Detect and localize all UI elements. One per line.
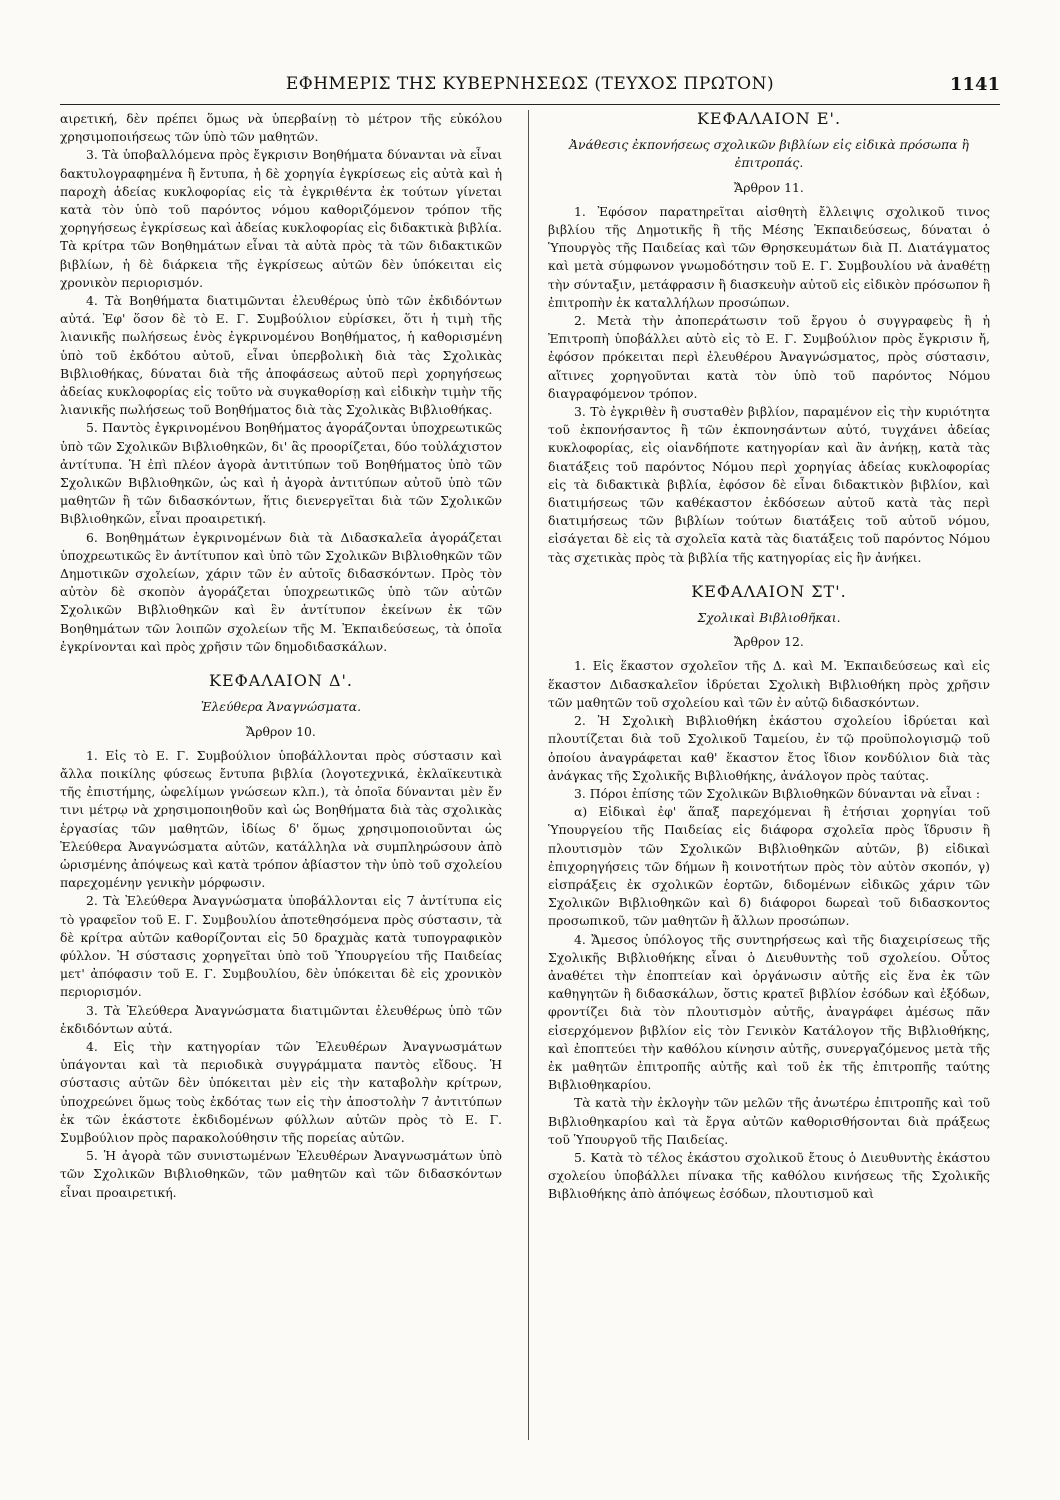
- article-12-paragraph-2: 2. Ἡ Σχολικὴ Βιβλιοθήκη ἑκάστου σχολείου ἱδρύεται καὶ πλουτίζεται διὰ τοῦ Σχολικοῦ Ταμείου, ἐν τῷ προϋπολογισμῷ τοῦ ὁποίου ἀναγράφεται καθ' ἕκαστον ἔτος ἴδιον κονδύλιον διὰ τὰς ἀνάγκας τῆς Σχολικῆς Βιβλιοθήκης, ἀνάλογον πρὸς ταύτας.: [548, 713, 990, 783]
- chapter-subtitle-st: Σχολικαὶ Βιβλιοθῆκαι.: [697, 610, 841, 626]
- article-10-paragraph-3: 3. Τὰ Ἐλεύθερα Ἀναγνώσματα διατιμῶνται ἐλευθέρως ὑπὸ τῶν ἐκδιδόντων αὐτά.: [60, 1002, 502, 1036]
- left-column: [60, 110, 502, 1202]
- chapter-heading-st: ΚΕΦΑΛΑΙΟΝ ΣΤ'.: [691, 581, 847, 601]
- gazette-title: ΕΦΗΜΕΡΙΣ ΤΗΣ ΚΥΒΕΡΝΗΣΕΩΣ (ΤΕΥΧΟΣ ΠΡΩΤΟΝ): [285, 74, 775, 94]
- article-12-paragraph-3-list: α) Εἰδικαὶ ἐφ' ἅπαξ παρεχόμεναι ἢ ἐτήσιαι χορηγίαι τοῦ Ὑπουργείου τῆς Παιδείας εἰς διάφορα σχολεῖα πρὸς ἵδρυσιν ἢ πλουτισμὸν τῶν Σχολικῶν Βιβλιοθηκῶν αὐτῶν, β) εἰδικαὶ ἐπιχορηγήσεις τῶν δήμων ἢ κοινοτήτων πρὸς τὸν αὐτὸν σκοπόν, γ) εἰσπράξεις ἐκ σχολικῶν ἑορτῶν, διδομένων εἰδικῶς χάριν τῶν Σχολικῶν Βιβλιοθηκῶν καὶ δ) διάφοροι δωρεαὶ τοῦ διδασκοντος προσωπικοῦ, τῶν μαθητῶν ἢ ἄλλων προσώπων.: [548, 804, 990, 929]
- article-12-paragraph-3: 3. Πόροι ἐπίσης τῶν Σχολικῶν Βιβλιοθηκῶν δύνανται νὰ εἶναι :: [574, 785, 981, 801]
- article-12-paragraph-4: 4. Ἄμεσος ὑπόλογος τῆς συντηρήσεως καὶ τῆς διαχειρίσεως τῆς Σχολικῆς Βιβλιοθήκης εἶναι ὁ Διευθυντὴς τοῦ σχολείου. Οὗτος ἀναθέτει τὴν ἐποπτείαν καὶ ὀργάνωσιν αὐτῆς εἰς ἕνα ἐκ τῶν καθηγητῶν ἢ διδασκάλων, ὅστις κρατεῖ βιβλίον ἐσόδων καὶ ἐξόδων, φροντίζει διὰ τὸν πλουτισμὸν αὐτῆς, ἀναγράφει ἀμέσως πᾶν εἰσερχόμενον βιβλίον εἰς τὸν Γενικὸν Κατάλογον τῆς Βιβλιοθήκης, καὶ ἐποπτεύει τὴν καθόλου κίνησιν αὐτῆς, συνεργαζόμενος μετὰ τῆς ἐκ μαθητῶν ἐπιτροπῆς αὐτῆς καὶ τοῦ ἐκ τῆς ἐπιτροπῆς ταύτης Βιβλιοθηκαρίου.: [548, 931, 990, 1093]
- column-divider: [528, 110, 529, 1440]
- paragraph-4: 4. Τὰ Βοηθήματα διατιμῶνται ἐλευθέρως ὑπὸ τῶν ἐκδιδόντων αὐτά. Ἐφ' ὅσον δὲ τὸ Ε. Γ. Συμβούλιον εὑρίσκει, ὅτι ἡ τιμὴ τῆς λιανικῆς πωλήσεως ἑνὸς ἐγκρινομένου Βοηθήματος, ἡ καθορισμένη ὑπὸ τοῦ ἐκδότου αὐτοῦ, εἶναι ὑπερβολικὴ διὰ τὰς Σχολικὰς Βιβλιοθήκας, δύναται διὰ τῆς ἀποφάσεως αὐτοῦ περὶ χορηγήσεως ἀδείας κυκλοφορίας εἰς τοῦτο νὰ συγκαθορίσῃ καὶ εἰδικὴν τιμὴν τῆς λιανικῆς πωλήσεως τοῦ Βοηθήματος διὰ τὰς Σχολικὰς Βιβλιοθήκας.: [60, 293, 502, 418]
- article-10-heading: Ἄρθρον 10.: [246, 723, 316, 739]
- paragraph-5: 5. Παντὸς ἐγκρινομένου Βοηθήματος ἀγοράζονται ὑποχρεωτικῶς ὑπὸ τῶν Σχολικῶν Βιβλιοθηκῶν, δι' ἃς προορίζεται, δύο τοὐλάχιστον ἀντίτυπα. Ἡ ἐπὶ πλέον ἀγορὰ ἀντιτύπων τοῦ Βοηθήματος ὑπὸ τῶν Σχολικῶν Βιβλιοθηκῶν, ὡς καὶ ἡ ἀγορὰ ἀντιτύπων αὐτοῦ ὑπὸ τῶν μαθητῶν ἢ τῶν διδασκόντων, ἥτις διενεργεῖται διὰ τῶν Σχολικῶν Βιβλιοθηκῶν, εἶναι προαιρετική.: [60, 420, 502, 527]
- article-12-paragraph-5: 5. Κατὰ τὸ τέλος ἑκάστου σχολικοῦ ἔτους ὁ Διευθυντὴς ἑκάστου σχολείου ὑποβάλλει πίνακα τῆς καθόλου κινήσεως τῆς Σχολικῆς Βιβλιοθήκης ἀπὸ ἀπόψεως ἐσόδων, πλουτισμοῦ καὶ: [548, 1149, 990, 1202]
- paragraph-6: 6. Βοηθημάτων ἐγκρινομένων διὰ τὰ Διδασκαλεῖα ἀγοράζεται ὑποχρεωτικῶς ἓν ἀντίτυπον καὶ ὑπὸ τῶν Σχολικῶν Βιβλιοθηκῶν τῶν Δημοτικῶν σχολείων, χάριν τῶν ἐν αὐτοῖς διδασκόντων. Πρὸς τὸν αὐτὸν δὲ σκοπὸν ἀγοράζεται ὑποχρεωτικῶς ὑπὸ τῶν αὐτῶν Σχολικῶν Βιβλιοθηκῶν καὶ ἓν ἀντίτυπον ἐκείνων ἐκ τῶν Βοηθημάτων τῶν λοιπῶν σχολείων τῆς Μ. Ἐκπαιδεύσεως, τὰ ὁποῖα ἐγκρίνονται καὶ πρὸς χρῆσιν τῶν δημοδιδασκάλων.: [60, 529, 502, 654]
- article-10-paragraph-5: 5. Ἡ ἀγορὰ τῶν συνιστωμένων Ἐλευθέρων Ἀναγνωσμάτων ὑπὸ τῶν Σχολικῶν Βιβλιοθηκῶν, τῶν μαθητῶν καὶ τῶν διδασκόντων εἶναι προαιρετική.: [60, 1148, 502, 1200]
- page-header: [60, 72, 1000, 105]
- chapter-heading-d: ΚΕΦΑΛΑΙΟΝ Δ'.: [209, 671, 353, 691]
- chapter-subtitle-e: Ἀνάθεσις ἐκπονήσεως σχολικῶν βιβλίων εἰς εἰδικὰ πρόσωπα ἢ ἐπιτροπάς.: [569, 137, 969, 171]
- paragraph-continued: αιρετική, δὲν πρέπει ὅμως νὰ ὑπερβαίνῃ τὸ μέτρον τῆς εὐκόλου χρησιμοποιήσεως τῶν ὑπὸ τῶν μαθητῶν.: [60, 111, 502, 145]
- article-12-heading: Ἄρθρον 12.: [734, 634, 804, 650]
- article-11-paragraph-2: 2. Μετὰ τὴν ἀποπεράτωσιν τοῦ ἔργου ὁ συγγραφεὺς ἢ ἡ Ἐπιτροπὴ ὑποβάλλει αὐτὸ εἰς τὸ Ε. Γ. Συμβούλιον πρὸς ἔγκρισιν ἤ, ἐφόσον πρόκειται περὶ ἐλευθέρου Ἀναγνώσματος, πρὸς σύστασιν, αἵτινες χορηγοῦνται κατὰ τὸν ὑπὸ τοῦ παρόντος Νόμου διαγραφόμενον τρόπον.: [548, 313, 990, 401]
- page-number: 1141: [949, 74, 1000, 95]
- article-10-paragraph-4: 4. Εἰς τὴν κατηγορίαν τῶν Ἐλευθέρων Ἀναγνωσμάτων ὑπάγονται καὶ τὰ περιοδικὰ συγγράμματα παντὸς εἴδους. Ἡ σύστασις αὐτῶν δὲν ὑπόκειται μὲν εἰς τὴν καταβολὴν κρίτρων, ὑποχρεώνει ὅμως τοὺς ἐκδότας των εἰς τὴν ἀποστολὴν 7 ἀντιτύπων ἐκ τῶν ἑκάστοτε ἐκδιδομένων φύλλων αὐτῶν πρὸς τὸ Ε. Γ. Συμβούλιον πρὸς παρακολούθησιν τῆς πορείας αὐτῶν.: [60, 1038, 502, 1145]
- article-10-paragraph-2: 2. Τὰ Ἐλεύθερα Ἀναγνώσματα ὑποβάλλονται εἰς 7 ἀντίτυπα εἰς τὸ γραφεῖον τοῦ Ε. Γ. Συμβουλίου ἀποτεθησόμενα πρὸς σύστασιν, τὰ δὲ κρίτρα αὐτῶν καθορίζονται εἰς 50 δραχμὰς κατὰ τυπογραφικὸν φύλλον. Ἡ σύστασις χορηγεῖται ὑπὸ τοῦ Ὑπουργείου τῆς Παιδείας μετ' ἀπόφασιν τοῦ Ε. Γ. Συμβουλίου, δὲν ὑπόκειται δὲ εἰς χρονικὸν περιορισμόν.: [60, 893, 502, 1000]
- right-column: [548, 110, 990, 1204]
- chapter-heading-e: ΚΕΦΑΛΑΙΟΝ Ε'.: [696, 109, 842, 128]
- article-12-paragraph-4-continued: Τὰ κατὰ τὴν ἐκλογὴν τῶν μελῶν τῆς ἀνωτέρω ἐπιτροπῆς καὶ τοῦ Βιβλιοθηκαρίου καὶ τὰ ἔργα αὐτῶν καθορισθήσονται διὰ πράξεως τοῦ Ὑπουργοῦ τῆς Παιδείας.: [548, 1095, 990, 1147]
- article-11-paragraph-3: 3. Τὸ ἐγκριθὲν ἢ συσταθὲν βιβλίον, παραμένον εἰς τὴν κυριότητα τοῦ ἐκπονήσαντος ἢ τῶν ἐκπονησάντων αὐτό, τυγχάνει ἀδείας κυκλοφορίας, εἰς οἱανδήποτε κατηγορίαν καὶ ἂν ἀνήκῃ, κατὰ τὰς διατάξεις τοῦ παρόντος Νόμου περὶ χορηγίας ἀδείας κυκλοφορίας εἰς τὰ διδακτικὰ βιβλία, ἐφόσον δὲ εἶναι διδακτικὸν βιβλίον, καὶ διατιμήσεως τῶν καθέκαστον ἐκδόσεων αὐτοῦ κατὰ τὰς περὶ διατιμήσεως τῶν βιβλίων τούτων διατάξεις τοῦ αὐτοῦ νόμου, εἰσάγεται δὲ εἰς τὰ σχολεῖα κατὰ τὰς διατάξεις τοῦ παρόντος Νόμου τὰς σχετικὰς πρὸς τὰ βιβλία τῆς κατηγορίας εἰς ἣν ἀνήκει.: [548, 404, 990, 565]
- article-12-paragraph-1: 1. Εἰς ἕκαστον σχολεῖον τῆς Δ. καὶ Μ. Ἐκπαιδεύσεως καὶ εἰς ἕκαστον Διδασκαλεῖον ἱδρύεται Σχολικὴ Βιβλιοθήκη πρὸς χρῆσιν τῶν μαθητῶν τοῦ σχολείου καὶ τῶν ἐν αὐτῷ διδασκόντων.: [548, 658, 990, 710]
- article-11-heading: Ἄρθρον 11.: [734, 179, 804, 195]
- article-10-paragraph-1: 1. Εἰς τὸ Ε. Γ. Συμβούλιον ὑποβάλλονται πρὸς σύστασιν καὶ ἄλλα ποικίλης φύσεως ἔντυπα βιβλία (λογοτεχνικά, ἐκλαϊκευτικὰ τῆς ἐπιστήμης, ὠφελίμων γνώσεων κλπ.), τὰ ὁποῖα δύνανται μὲν ἔν τινι μέτρῳ νὰ χρησιμοποιηθοῦν καὶ ὡς Βοηθήματα διὰ τὰς σχολικὰς ἐργασίας τῶν μαθητῶν, ἰδίως δ' ὅμως χρησιμοποιοῦνται ὡς Ἐλεύθερα Ἀναγνώσματα αὐτῶν, κατάλληλα νὰ συμπληρώσουν ἀπὸ ὡρισμένης ἀπόψεως καὶ κατὰ τρόπον ἀβίαστον τὴν ὑπὸ τοῦ σχολείου παρεχομένην γενικὴν μόρφωσιν.: [60, 747, 502, 891]
- article-11-paragraph-1: 1. Ἐφόσον παρατηρεῖται αἰσθητὴ ἔλλειψις σχολικοῦ τινος βιβλίου τῆς Δημοτικῆς ἢ τῆς Μέσης Ἐκπαιδεύσεως, δύναται ὁ Ὑπουργὸς τῆς Παιδείας καὶ τῶν Θρησκευμάτων διὰ Π. Διατάγματος καὶ μετὰ σύμφωνον γνωμοδότησιν τοῦ Ε. Γ. Συμβουλίου νὰ ἀναθέτῃ τὴν σύνταξιν, μετάφρασιν ἢ διασκευὴν αὐτοῦ εἰς εἰδικὸν πρόσωπον ἢ ἐπιτροπὴν ἐκ καταλλήλων προσώπων.: [548, 203, 990, 310]
- chapter-subtitle-d: Ἐλεύθερα Ἀναγνώσματα.: [200, 699, 362, 715]
- paragraph-3: 3. Τὰ ὑποβαλλόμενα πρὸς ἔγκρισιν Βοηθήματα δύνανται νὰ εἶναι δακτυλογραφημένα ἢ ἔντυπα, ἡ δὲ χορηγία ἐγκρίσεως εἰς αὐτὰ καὶ ἡ παροχὴ ἀδείας κυκλοφορίας εἰς τὰ ἐγκριθέντα ἐκ τούτων γίνεται κατὰ τὸν ὑπὸ τοῦ παρόντος νόμου καθοριζόμενον τρόπον τῆς χορηγήσεως ἐγκρίσεως καὶ ἀδείας κυκλοφορίας εἰς διδακτικὰ βιβλία. Τὰ κρίτρα τῶν Βοηθημάτων εἶναι τὰ αὐτὰ πρὸς τὰ τῶν διδακτικῶν βιβλίων, ἡ δὲ διάρκεια τῆς ἐγκρίσεως αὐτῶν δὲν ὑπόκειται εἰς χρονικὸν περιορισμόν.: [60, 147, 502, 290]
